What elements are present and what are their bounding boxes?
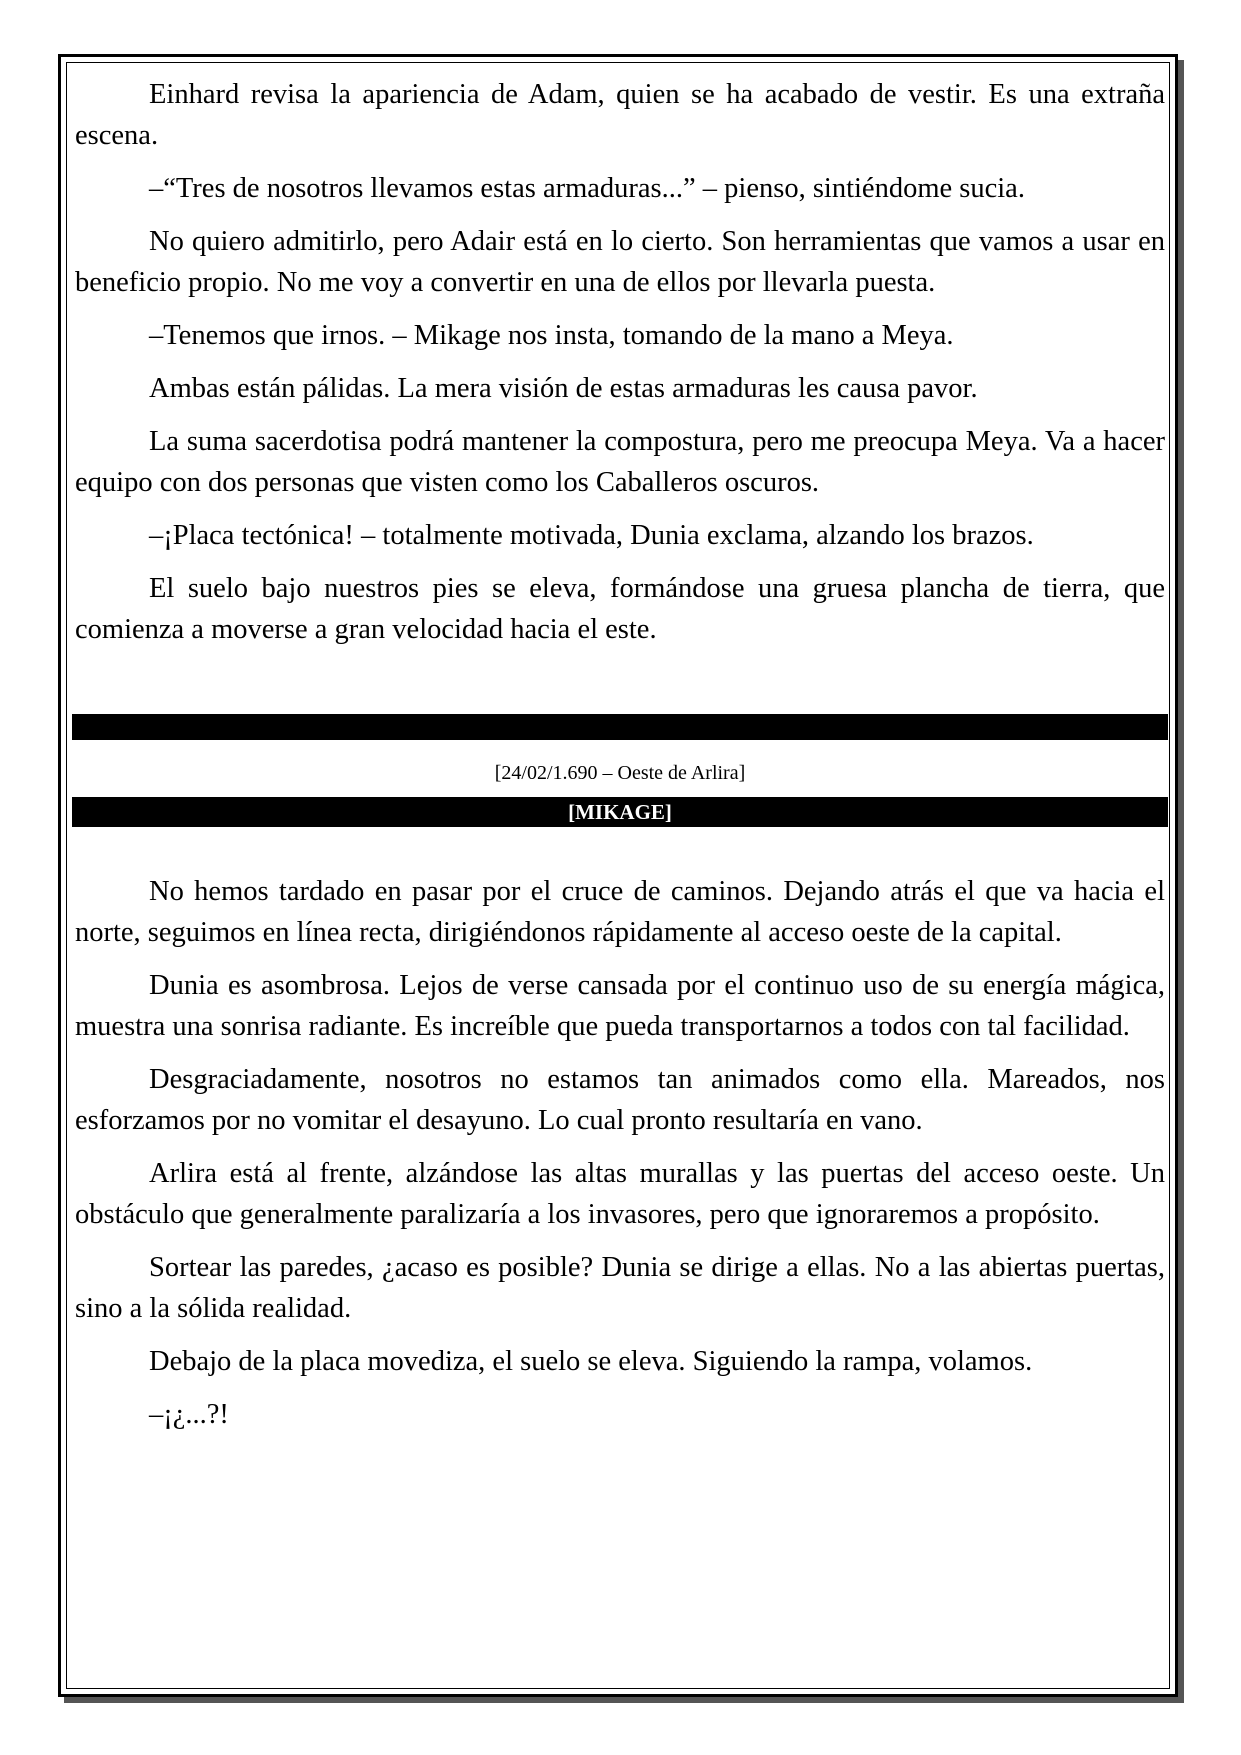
section-1 — [75, 74, 1165, 650]
paragraph: No hemos tardado en pasar por el cruce de caminos. Dejando atrás el que va hacia el norte, seguimos en línea recta, dirigiéndonos rápidamente al acceso oeste de la capital. — [75, 876, 1165, 948]
paragraph: –Tenemos que irnos. – Mikage nos insta, tomando de la mano a Meya. — [149, 320, 954, 351]
spacer — [75, 827, 1165, 871]
document-body — [75, 74, 1165, 1447]
paragraph: La suma sacerdotisa podrá mantener la compostura, pero me preocupa Meya. Va a hacer equipo con dos personas que visten como los Caballeros oscuros. — [75, 426, 1165, 498]
paragraph: Desgraciadamente, nosotros no estamos tan animados como ella. Mareados, nos esforzamos por no vomitar el desayuno. Lo cual pronto resultaría en vano. — [75, 1064, 1165, 1136]
paragraph: –“Tres de nosotros llevamos estas armaduras...” – pienso, sintiéndome sucia. — [149, 173, 1025, 204]
paragraph: No quiero admitirlo, pero Adair está en lo cierto. Son herramientas que vamos a usar en beneficio propio. No me voy a convertir en una de ellos por llevarla puesta. — [75, 226, 1165, 298]
paragraph: Ambas están pálidas. La mera visión de estas armaduras les causa pavor. — [149, 373, 978, 404]
paragraph: Einhard revisa la apariencia de Adam, quien se ha acabado de vestir. Es una extraña escena. — [75, 79, 1165, 151]
scene-divider-bar — [72, 714, 1168, 740]
pov-character-banner: [MIKAGE] — [72, 797, 1168, 827]
section-2 — [75, 871, 1165, 1435]
paragraph: Debajo de la placa movediza, el suelo se eleva. Siguiendo la rampa, volamos. — [149, 1346, 1033, 1377]
paragraph: –¡Placa tectónica! – totalmente motivada, Dunia exclama, alzando los brazos. — [149, 520, 1034, 551]
paragraph: El suelo bajo nuestros pies se eleva, formándose una gruesa plancha de tierra, que comienza a moverse a gran velocidad hacia el este. — [75, 573, 1165, 645]
paragraph: Sortear las paredes, ¿acaso es posible? Dunia se dirige a ellas. No a las abiertas puertas, sino a la sólida realidad. — [75, 1252, 1165, 1324]
paragraph: Dunia es asombrosa. Lejos de verse cansada por el continuo uso de su energía mágica, muestra una sonrisa radiante. Es increíble que pueda transportarnos a todos con tal facilidad. — [75, 970, 1165, 1042]
spacer — [75, 662, 1165, 714]
paragraph: Arlira está al frente, alzándose las altas murallas y las puertas del acceso oeste. Un obstáculo que generalmente paralizaría a los invasores, pero que ignoraremos a propósito. — [75, 1158, 1165, 1230]
scene-date-location: [24/02/1.690 – Oeste de Arlira] — [494, 762, 746, 784]
paragraph: –¡¿...?! — [149, 1399, 229, 1430]
